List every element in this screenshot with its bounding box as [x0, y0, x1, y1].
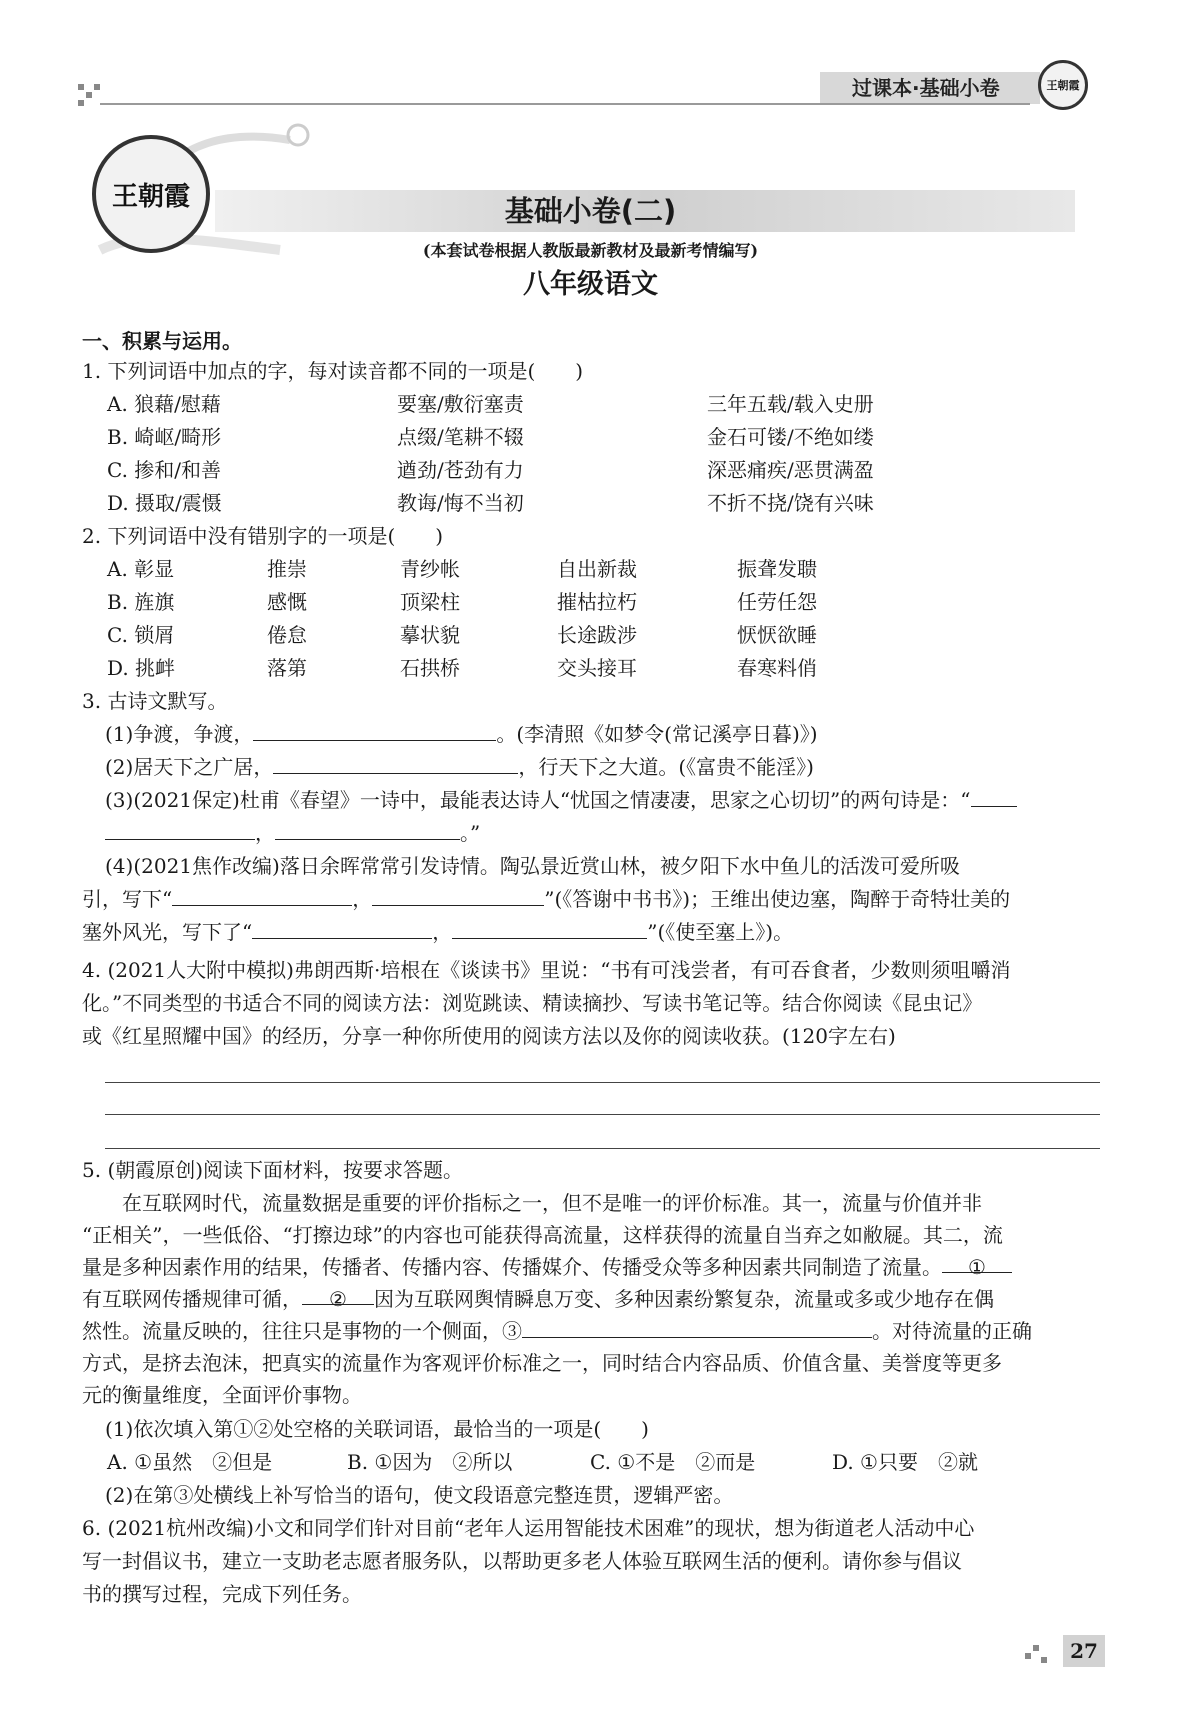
q2-cell: 倦怠 [267, 623, 307, 647]
q3-item4-line3: 塞外风光，写下了“ ， ”(《使至塞上》)。 [82, 920, 794, 944]
q1-option-b-col3: 金石可镂/不绝如缕 [707, 425, 874, 449]
q4-line: 或《红星照耀中国》的经历，分享一种你所使用的阅读方法以及你的阅读收获。(120字左右) [82, 1024, 896, 1048]
answer-writing-line[interactable] [105, 1114, 1100, 1115]
answer-blank[interactable] [372, 885, 544, 906]
page-number: 27 [1063, 1635, 1105, 1667]
q2-cell: 自出新裁 [557, 557, 637, 581]
q2-cell: A. 彰显 [107, 557, 175, 581]
q2-cell: 任劳任怨 [737, 590, 817, 614]
q1-option-d-col2: 教诲/悔不当初 [397, 491, 524, 515]
q2-cell: 感慨 [267, 590, 307, 614]
q5-passage-line: 元的衡量维度，全面评价事物。 [82, 1383, 362, 1407]
paper-title: 基础小卷(二) [504, 194, 677, 228]
q5-stem: 5. (朝霞原创)阅读下面材料，按要求答题。 [82, 1158, 464, 1182]
q3-item1: (1)争渡，争渡， 。(李清照《如梦令(常记溪亭日暮)》) [105, 722, 818, 746]
q6-line: 写一封倡议书，建立一支助老志愿者服务队，以帮助更多老人体验互联网生活的便利。请你参与倡议 [82, 1549, 962, 1573]
q5-sub1-option-d: D. ①只要 ②就 [832, 1450, 978, 1474]
q5-passage-line: 方式，是挤去泡沫，把真实的流量作为客观评价标准之一，同时结合内容品质、价值含量、美誉度等更多 [82, 1351, 1002, 1375]
answer-writing-line[interactable] [105, 1148, 1100, 1149]
q2-cell: 长途跋涉 [557, 623, 637, 647]
q5-passage-line: 在互联网时代，流量数据是重要的评价指标之一，但不是唯一的评价标准。其一，流量与价值并非 [82, 1191, 982, 1215]
answer-blank[interactable] [172, 885, 352, 906]
q5-sub1-option-a: A. ①虽然 ②但是 [107, 1450, 273, 1474]
q5-passage-line: 量是多种因素作用的结果，传播者、传播内容、传播媒介、传播受众等多种因素共同制造了流量。 ① [82, 1252, 1012, 1282]
q2-cell: 落第 [267, 656, 307, 680]
q2-cell: D. 挑衅 [107, 656, 176, 680]
q1-stem: 1. 下列词语中加点的字，每对读音都不同的一项是( ) [82, 359, 584, 383]
q1-option-c-col2: 遒劲/苍劲有力 [397, 458, 524, 482]
corner-dots-decoration [78, 84, 100, 106]
q5-passage-line: “正相关”，一些低俗、“打擦边球”的内容也可能获得高流量，这样获得的流量自当弃之如敝屣。其二，流 [82, 1223, 1003, 1247]
q3-item4: (4)(2021焦作改编)落日余晖常常引发诗情。陶弘景近赏山林，被夕阳下水中鱼儿的活泼可爱所吸 [105, 854, 960, 878]
blank-mark-2[interactable]: ② [302, 1284, 374, 1305]
answer-blank[interactable] [452, 918, 647, 939]
q2-stem: 2. 下列词语中没有错别字的一项是( ) [82, 524, 444, 548]
series-tab-label: 过课本·基础小卷 [852, 76, 1000, 100]
q5-passage-line: 然性。流量反映的，往往只是事物的一个侧面，③ 。对待流量的正确 [82, 1319, 1032, 1343]
blank-mark-1[interactable]: ① [942, 1252, 1012, 1273]
q5-sub1-option-b: B. ①因为 ②所以 [347, 1450, 513, 1474]
q2-cell: 摹状貌 [400, 623, 460, 647]
q1-option-b-col1: B. 崎岖/畸形 [107, 425, 222, 449]
answer-writing-line[interactable] [105, 1082, 1100, 1083]
q2-cell: 摧枯拉朽 [557, 590, 637, 614]
q5-passage-line: 有互联网传播规律可循， ② 因为互联网舆情瞬息万变、多种因素纷繁复杂，流量或多或少地存在偶 [82, 1284, 994, 1314]
answer-blank[interactable] [275, 819, 460, 840]
q3-stem: 3. 古诗文默写。 [82, 689, 228, 713]
paper-subtitle: (本套试卷根据人教版最新教材及最新考情编写) [422, 241, 759, 260]
answer-blank[interactable] [105, 819, 255, 840]
answer-blank[interactable] [971, 786, 1017, 807]
q1-option-c-col3: 深恶痛疾/恶贯满盈 [707, 458, 874, 482]
q3-item4-line2: 引，写下“ ， ”(《答谢中书书》)；王维出使边塞，陶醉于奇特壮美的 [82, 887, 1011, 911]
answer-blank[interactable] [273, 753, 518, 774]
q1-option-c-col1: C. 掺和/和善 [107, 458, 222, 482]
q2-cell: 振聋发聩 [737, 557, 817, 581]
q4-line: 化。”不同类型的书适合不同的阅读方法：浏览跳读、精读摘抄、写读书笔记等。结合你阅读《昆虫记》 [82, 991, 983, 1015]
q2-cell: 恹恹欲睡 [737, 623, 817, 647]
q2-cell: B. 旌旗 [107, 590, 175, 614]
q2-cell: 春寒料俏 [737, 656, 817, 680]
q1-option-a-col3: 三年五载/载入史册 [707, 392, 874, 416]
q2-cell: 顶梁柱 [400, 590, 460, 614]
q3-item3-cont: ， 。” [105, 818, 480, 848]
q5-sub1: (1)依次填入第①②处空格的关联词语，最恰当的一项是( ) [105, 1417, 649, 1441]
q2-cell: C. 锁屑 [107, 623, 175, 647]
q1-option-a-col1: A. 狼藉/慰藉 [107, 392, 221, 416]
q1-option-d-col3: 不折不挠/饶有兴味 [707, 491, 874, 515]
grade-subject: 八年级语文 [523, 269, 658, 300]
q6-line: 6. (2021杭州改编)小文和同学们针对目前“老年人运用智能技术困难”的现状，想为街道老人活动中心 [82, 1516, 975, 1540]
q3-item3: (3)(2021保定)杜甫《春望》一诗中，最能表达诗人“忧国之情凄凄，思家之心切切”的两句诗是：“ [105, 785, 1017, 815]
answer-blank[interactable] [253, 720, 496, 741]
q2-cell: 石拱桥 [400, 656, 460, 680]
answer-blank[interactable] [252, 918, 432, 939]
q6-line: 书的撰写过程，完成下列任务。 [82, 1582, 362, 1606]
q2-cell: 交头接耳 [557, 656, 637, 680]
footer-dots-decoration [1025, 1645, 1047, 1667]
q1-option-a-col2: 要塞/敷衍塞责 [397, 392, 524, 416]
q5-sub2: (2)在第③处横线上补写恰当的语句，使文段语意完整连贯，逻辑严密。 [105, 1483, 734, 1507]
q1-option-d-col1: D. 摄取/震慑 [107, 491, 222, 515]
brand-seal-icon: 王朝霞 [1038, 60, 1088, 110]
brand-logo: 王朝霞 [92, 135, 210, 253]
q4-line: 4. (2021人大附中模拟)弗朗西斯·培根在《谈读书》里说：“书有可浅尝者，有可吞食者，少数则须咀嚼消 [82, 958, 1011, 982]
q1-option-b-col2: 点缀/笔耕不辍 [397, 425, 524, 449]
section-heading: 一、积累与运用。 [82, 329, 242, 353]
q2-cell: 推崇 [267, 557, 307, 581]
q2-cell: 青纱帐 [400, 557, 460, 581]
blank-mark-3[interactable] [522, 1317, 872, 1338]
header-rule [100, 103, 1030, 105]
q5-sub1-option-c: C. ①不是 ②而是 [590, 1450, 756, 1474]
q3-item2: (2)居天下之广居， ，行天下之大道。(《富贵不能淫》) [105, 755, 814, 779]
